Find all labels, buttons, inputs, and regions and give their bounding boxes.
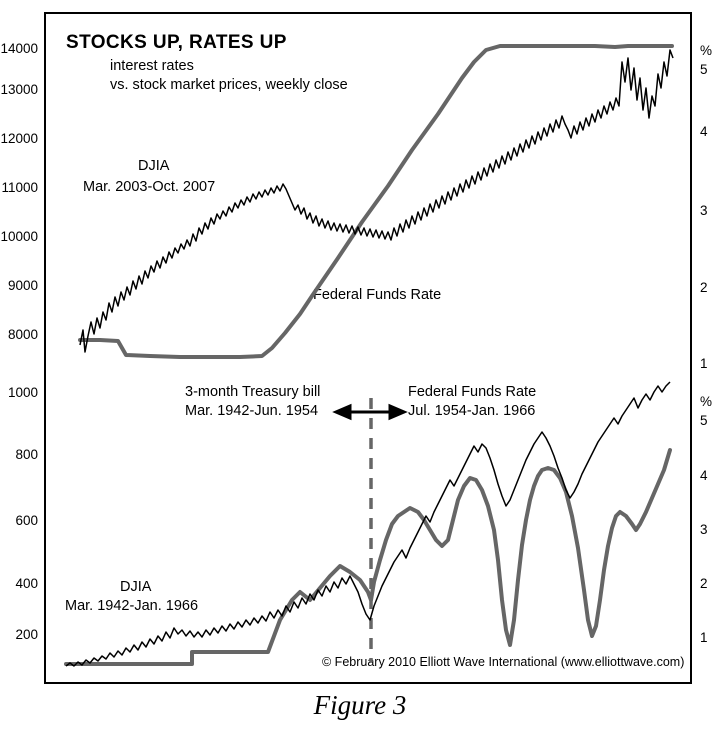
- top-axis-tick-9000: 9000: [7, 278, 38, 293]
- bottom-axis-tick-1000: 1000: [7, 385, 38, 400]
- annotation-ffr-bottom-line-2: Jul. 1954-Jan. 1966: [408, 403, 536, 419]
- bottom-right-axis-tick-5: 5: [700, 413, 708, 428]
- top-axis-tick-10000: 10000: [0, 229, 38, 244]
- copyright-notice: © February 2010 Elliott Wave International (www.elliottwave.com): [322, 655, 685, 669]
- top-axis-tick-11000: 11000: [1, 180, 38, 195]
- chart-subtitle-line-1: interest rates: [110, 58, 194, 74]
- annotation-djia-bottom-line-1: DJIA: [120, 579, 152, 595]
- annotation-djia-bottom-line-2: Mar. 1942-Jan. 1966: [65, 598, 199, 614]
- bottom-right-axis-tick-4: 4: [700, 468, 708, 483]
- top-right-axis-tick-1: 1: [700, 356, 708, 371]
- top-right-axis-tick-3: 3: [700, 203, 708, 218]
- top-right-axis-tick-2: 2: [700, 280, 708, 295]
- top-axis-tick-12000: 12000: [0, 131, 38, 146]
- bottom-right-axis-percent-symbol: %: [700, 394, 713, 409]
- figure-caption: Figure 3: [313, 690, 407, 720]
- bottom-axis-tick-400: 400: [15, 576, 38, 591]
- top-right-axis-tick-5: 5: [700, 62, 708, 77]
- bottom-axis-tick-200: 200: [15, 627, 38, 642]
- bottom-right-axis-tick-3: 3: [700, 522, 708, 537]
- bottom-axis-tick-800: 800: [15, 447, 38, 462]
- bottom-axis-tick-600: 600: [15, 513, 38, 528]
- annotation-tbill-line-2: Mar. 1942-Jun. 1954: [185, 403, 319, 419]
- annotation-tbill-line-1: 3-month Treasury bill: [185, 384, 321, 400]
- top-right-axis-percent-symbol: %: [700, 43, 713, 58]
- top-right-axis-tick-4: 4: [700, 124, 708, 139]
- annotation-ffr-bottom-line-1: Federal Funds Rate: [408, 384, 537, 400]
- top-axis-tick-14000: 14000: [0, 41, 38, 56]
- bottom-right-axis-tick-2: 2: [700, 576, 708, 591]
- top-axis-tick-13000: 13000: [0, 82, 38, 97]
- annotation-djia-top-line-1: DJIA: [138, 158, 170, 174]
- top-axis-tick-8000: 8000: [7, 327, 38, 342]
- annotation-djia-top-line-2: Mar. 2003-Oct. 2007: [83, 179, 216, 195]
- bottom-right-axis-tick-1: 1: [700, 630, 708, 645]
- chart-subtitle-line-2: vs. stock market prices, weekly close: [110, 77, 348, 93]
- chart-title: STOCKS UP, RATES UP: [66, 32, 287, 53]
- annotation-federal-funds-rate-top: Federal Funds Rate: [313, 287, 442, 303]
